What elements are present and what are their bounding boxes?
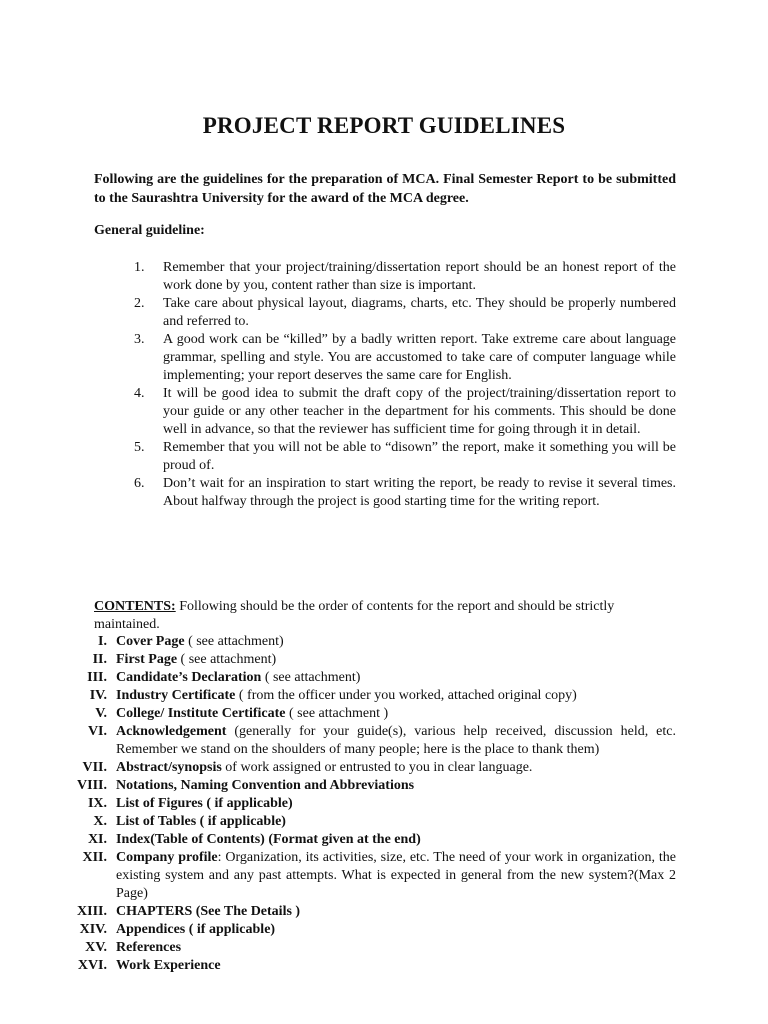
guideline-number: 1. xyxy=(134,260,145,275)
contents-item xyxy=(60,651,676,669)
guideline-item xyxy=(134,295,676,331)
guideline-list xyxy=(134,259,676,511)
contents-item-note: ( from the officer under you worked, attached original copy) xyxy=(235,688,577,703)
contents-item-title: Cover Page xyxy=(116,634,185,649)
contents-item-title: Appendices ( if applicable) xyxy=(116,922,276,937)
contents-item xyxy=(60,669,676,687)
contents-intro xyxy=(94,598,679,634)
contents-item-title: Abstract/synopsis xyxy=(116,760,222,775)
guideline-number: 5. xyxy=(134,440,145,455)
general-guideline-heading: General guideline: xyxy=(94,223,205,238)
contents-item-note: ( see attachment) xyxy=(177,652,277,667)
contents-item xyxy=(60,795,676,813)
contents-numeral: XIV. xyxy=(79,922,107,937)
contents-numeral: XI. xyxy=(87,832,107,847)
guideline-text: It will be good idea to submit the draft copy of the project/training/dissertation report to your guide or any other teacher in the department for his comments. This should be done well in advance, so that the reviewer has sufficient time for going through it in detail. xyxy=(163,386,676,437)
guideline-number: 3. xyxy=(134,332,145,347)
contents-numeral: IV. xyxy=(89,688,107,703)
contents-item-title: Candidate’s Declaration xyxy=(116,670,262,685)
contents-heading: CONTENTS: xyxy=(94,599,176,614)
contents-item-title: First Page xyxy=(116,652,178,667)
contents-numeral: I. xyxy=(98,634,107,649)
guideline-text: Remember that you will not be able to “disown” the report, make it something you will be proud of. xyxy=(163,440,676,473)
contents-item xyxy=(60,813,676,831)
contents-item-note: ( see attachment ) xyxy=(285,706,389,721)
contents-item-note: : Organization, its activities, size, etc. The need of your work in organization, the existing system and any past attempts. What is expected in general from the new system?(Max 2 Page) xyxy=(116,850,676,901)
contents-numeral: XVI. xyxy=(77,958,107,973)
contents-item-note: of work assigned or entrusted to you in clear language. xyxy=(221,760,533,775)
guideline-item xyxy=(134,259,676,295)
guideline-number: 4. xyxy=(134,386,145,401)
contents-item-title: Industry Certificate xyxy=(116,688,236,703)
contents-item xyxy=(60,633,676,651)
page-title: PROJECT REPORT GUIDELINES xyxy=(202,113,566,138)
contents-item xyxy=(60,687,676,705)
contents-numeral: II. xyxy=(92,652,107,667)
contents-numeral: XV. xyxy=(85,940,107,955)
intro-paragraph: Following are the guidelines for the preparation of MCA. Final Semester Report to be submitted to the Saurashtra University for the award of the MCA degree. xyxy=(94,172,676,206)
contents-item xyxy=(60,705,676,723)
contents-item xyxy=(60,957,676,975)
guideline-text: Don’t wait for an inspiration to start writing the report, be ready to revise it several times. About halfway through the project is good starting time for the writing report. xyxy=(163,476,676,509)
contents-item xyxy=(60,831,676,849)
guideline-text: Remember that your project/training/dissertation report should be an honest report of the work done by you, content rather than size is important. xyxy=(163,260,676,293)
contents-item xyxy=(60,939,676,957)
contents-numeral: IX. xyxy=(87,796,107,811)
contents-item xyxy=(60,723,676,759)
contents-list xyxy=(60,633,676,975)
contents-item-title: Work Experience xyxy=(116,958,221,973)
contents-item-note: ( see attachment) xyxy=(184,634,284,649)
contents-intro-text: Following should be the order of contents for the report and should be strictly maintained. xyxy=(94,599,615,632)
guideline-item xyxy=(134,475,676,511)
guideline-item xyxy=(134,331,676,385)
contents-numeral: XIII. xyxy=(77,904,107,919)
guideline-text: A good work can be “killed” by a badly written report. Take extreme care about language grammar, spelling and style. You are accustomed to take care of computer language while implementing; your report deserves the same care for English. xyxy=(163,332,676,383)
contents-item xyxy=(60,777,676,795)
guideline-number: 2. xyxy=(134,296,145,311)
contents-item xyxy=(60,759,676,777)
guideline-number: 6. xyxy=(134,476,145,491)
contents-item-title: Acknowledgement xyxy=(116,724,227,739)
contents-numeral: VI. xyxy=(87,724,107,739)
contents-item-title: Company profile xyxy=(116,850,218,865)
guideline-text: Take care about physical layout, diagrams, charts, etc. They should be properly numbered and referred to. xyxy=(163,296,676,329)
contents-item-title: Notations, Naming Convention and Abbreviations xyxy=(116,778,415,793)
contents-numeral: VIII. xyxy=(77,778,107,793)
guideline-item xyxy=(134,439,676,475)
contents-numeral: III. xyxy=(87,670,107,685)
contents-item-title: References xyxy=(116,940,182,955)
contents-item-title: Index(Table of Contents) (Format given at the end) xyxy=(116,832,421,847)
contents-numeral: XII. xyxy=(82,850,107,865)
contents-item-title: CHAPTERS (See The Details ) xyxy=(116,904,301,919)
contents-numeral: V. xyxy=(95,706,107,721)
contents-item-note: (generally for your guide(s), various help received, discussion held, etc. Remember we stand on the shoulders of many people; here is the place to thank them) xyxy=(116,724,676,757)
contents-item-note: ( see attachment) xyxy=(261,670,361,685)
contents-item xyxy=(60,921,676,939)
guideline-item xyxy=(134,385,676,439)
contents-numeral: VII. xyxy=(82,760,107,775)
contents-item-title: List of Figures ( if applicable) xyxy=(116,796,293,811)
contents-numeral: X. xyxy=(93,814,107,829)
contents-item xyxy=(60,903,676,921)
contents-item-title: List of Tables ( if applicable) xyxy=(116,814,286,829)
contents-item xyxy=(60,849,676,903)
contents-item-title: College/ Institute Certificate xyxy=(116,706,286,721)
